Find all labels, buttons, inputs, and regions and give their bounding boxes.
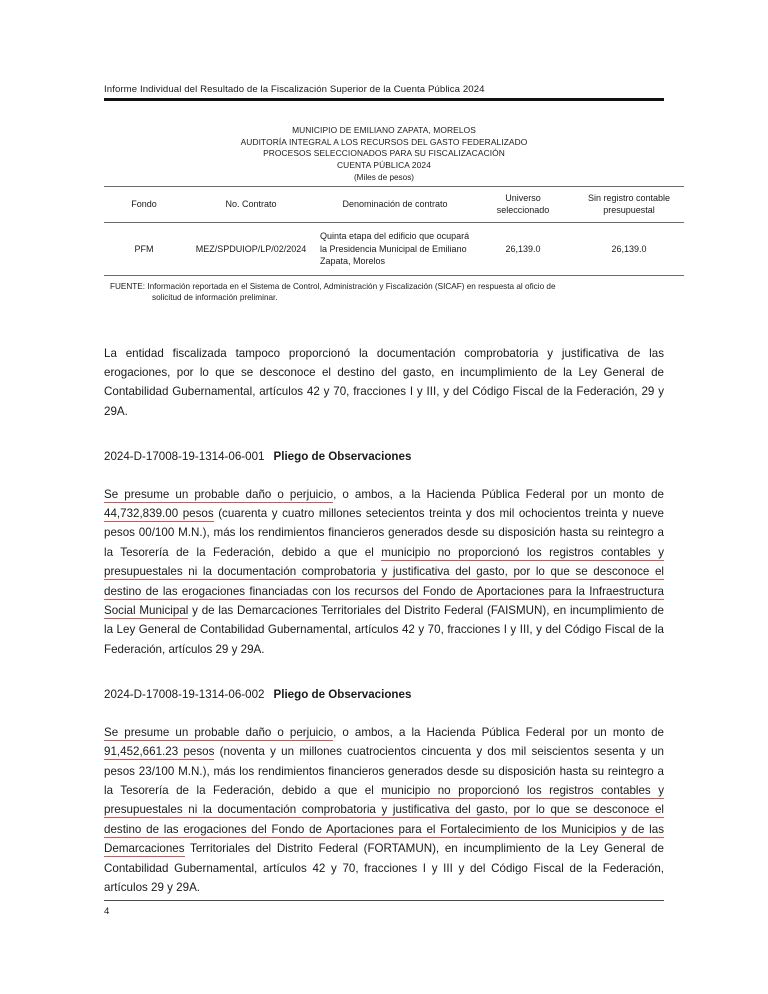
observation-id-1: 2024-D-17008-19-1314-06-001 xyxy=(104,450,265,464)
table-title-line-1: MUNICIPIO DE EMILIANO ZAPATA, MORELOS xyxy=(292,125,476,135)
underlined-text: 44,732,839.00 pesos xyxy=(104,507,214,521)
underlined-text: Se presume un probable daño o perjuicio xyxy=(104,725,334,739)
table-source-note xyxy=(104,281,664,304)
cell-contrato: MEZ/SPDUIOP/LP/02/2024 xyxy=(195,243,307,254)
observation-heading-1 xyxy=(104,447,664,466)
cell-denominacion: Quinta etapa del edificio que ocupará la Presidencia Municipal de Emiliano Zapata, Morelos xyxy=(320,231,470,267)
observation-heading-2 xyxy=(104,685,664,704)
page-footer xyxy=(104,900,664,917)
body-text xyxy=(104,344,664,898)
underlined-text: Se presume un probable daño o perjuicio xyxy=(104,487,334,501)
source-label: FUENTE: xyxy=(110,281,146,291)
page-number: 4 xyxy=(104,906,110,918)
column-header-sinregistro-line1: Sin registro contable xyxy=(587,193,671,204)
source-text-line1: Información reportada en el Sistema de Control, Administración y Fiscalización (SICAF) en respuesta al oficio de xyxy=(147,281,556,291)
column-header-sinregistro-line2: presupuestal xyxy=(603,205,655,216)
plain-text: , o ambos, a la Hacienda Pública Federal por un monto de xyxy=(333,487,664,501)
observation-id-2: 2024-D-17008-19-1314-06-002 xyxy=(104,688,265,702)
observation-label-2: Pliego de Observaciones xyxy=(273,688,412,702)
table-row xyxy=(104,223,684,275)
column-header-universo-line1: Universo xyxy=(505,193,541,204)
running-header: Informe Individual del Resultado de la Fiscalización Superior de la Cuenta Pública 2024 xyxy=(104,84,485,95)
table-title-line-3: PROCESOS SELECCIONADOS PARA SU FISCALIZACACIÓN xyxy=(263,148,505,159)
table-body xyxy=(104,223,684,275)
column-header-fondo: Fondo xyxy=(131,199,157,210)
underlined-text: 91,452,661.23 pesos xyxy=(104,745,215,759)
table-title-line-4: CUENTA PÚBLICA 2024 xyxy=(337,159,431,170)
observation-label-1: Pliego de Observaciones xyxy=(273,450,412,464)
underlined-text: municipio no proporcionó los registros contables y presupuestales ni la documentación comprobatoria y justificativa del gasto, por lo que se desconoce el destino de las erogaciones del Fondo de Aportaciones para el Fortalecimiento de los Municipios y de las Demarcaciones xyxy=(104,783,664,856)
table-title xyxy=(104,125,664,171)
cell-sin-registro: 26,139.0 xyxy=(611,243,647,254)
page-content xyxy=(104,84,671,897)
column-header-universo xyxy=(472,187,574,223)
plain-text: y de las Demarcaciones Territoriales del Distrito Federal (FAISMUN), en incumplimiento de la Ley General de Contabilidad Gubernamental, artículos 42 y 70, fracciones I y III, y del Código Fiscal de la Federación, artículos 29 y 29A. xyxy=(104,604,664,656)
table-block xyxy=(104,125,671,304)
observation-paragraph-2 xyxy=(104,723,664,898)
header-rule xyxy=(104,98,664,101)
table-header-row xyxy=(104,187,684,223)
plain-text: (cuarenta y cuatro millones setecientos treinta y dos mil ochocientos treinta y nueve pesos 00/100 M.N.), más los rendimientos financieros generados desde su disposición hasta su reintegro a la Tesorería de la Federación, debido a que el xyxy=(104,507,664,559)
plain-text: Territoriales del Distrito Federal (FORTAMUN), en incumplimiento de la Ley General de Contabilidad Gubernamental, artículos 42 y 70, fracciones I y III y del Código Fiscal de la Federación, artículos 29 y 29A. xyxy=(104,842,664,894)
plain-text: (noventa y un millones cuatrocientos cincuenta y dos mil seiscientos sesenta y un pesos 23/100 M.N.), más los rendimientos financieros generados desde su disposición hasta su reintegro a la Tesorería de la Federación, debido a que el xyxy=(104,745,664,797)
intro-paragraph: La entidad fiscalizada tampoco proporcionó la documentación comprobatoria y justificativa de las erogaciones, por lo que se desconoce el destino del gasto, en incumplimiento de la Ley General de Contabilidad Gubernamental, artículos 42 y 70, fracciones I y III, y del Código Fiscal de la Federación, 29 y 29A. xyxy=(104,346,664,418)
table-units: (Miles de pesos) xyxy=(353,173,415,183)
column-header-universo-line2: seleccionado xyxy=(496,205,550,216)
observation-paragraph-1 xyxy=(104,485,664,660)
cell-universo: 26,139.0 xyxy=(505,243,541,254)
source-text-line2: solicitud de información preliminar. xyxy=(152,293,278,303)
underlined-text: municipio no proporcionó los registros contables y presupuestales ni la documentación comprobatoria y justificativa del gasto, por lo que se desconoce el destino de las erogaciones financiadas con los recursos del Fondo de Aportaciones para la Infraestructura Social Municipal xyxy=(104,545,664,618)
column-header-sin-registro xyxy=(574,187,684,223)
plain-text: , o ambos, a la Hacienda Pública Federal por un monto de xyxy=(333,725,664,739)
column-header-contrato: No. Contrato xyxy=(225,199,277,210)
cell-fondo: PFM xyxy=(134,243,154,254)
table-title-line-2: AUDITORÍA INTEGRAL A LOS RECURSOS DEL GASTO FEDERALIZADO xyxy=(240,136,528,147)
contracts-table xyxy=(104,186,684,275)
table-header xyxy=(104,187,684,223)
column-header-denominacion: Denominación de contrato xyxy=(342,199,448,210)
